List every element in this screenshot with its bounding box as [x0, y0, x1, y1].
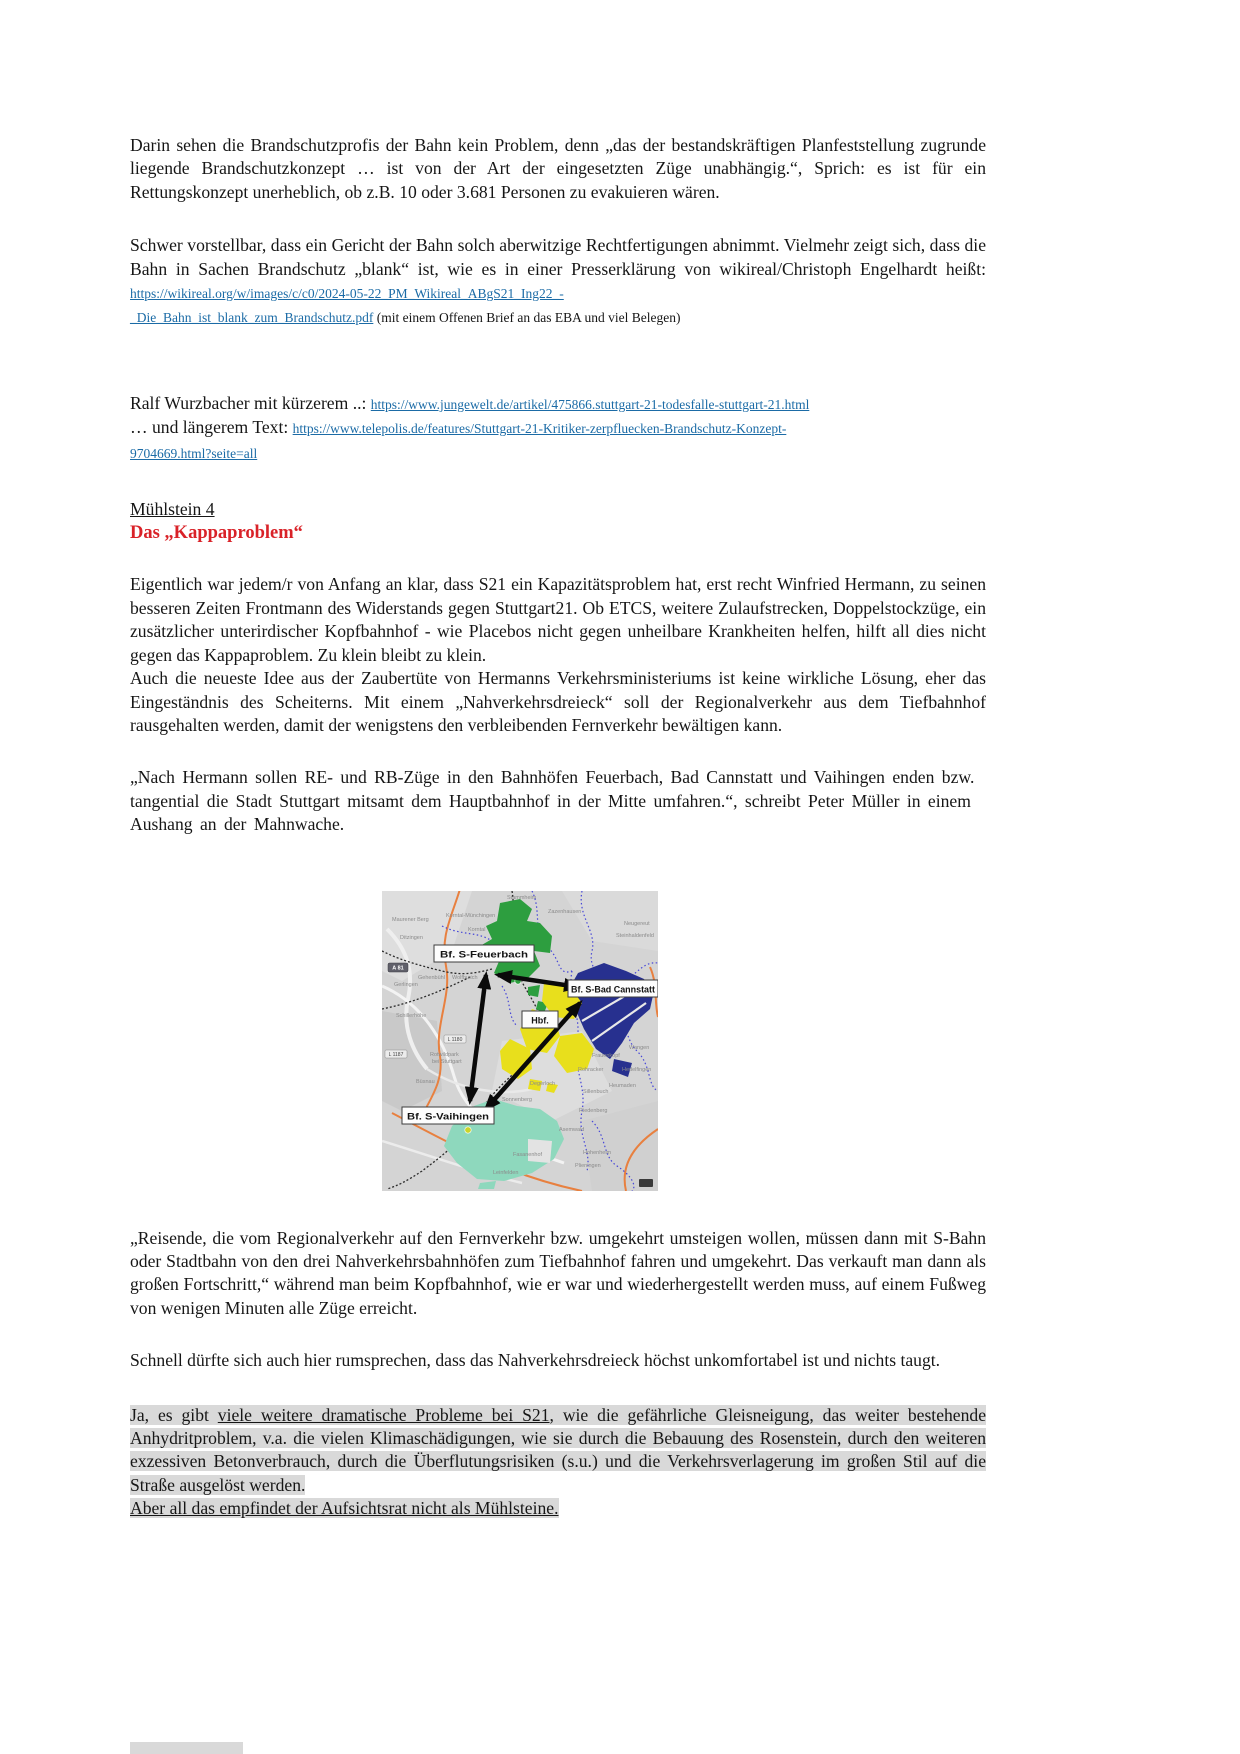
svg-text:Bf. S-Feuerbach: Bf. S-Feuerbach: [440, 949, 528, 960]
road-badge-a81: [388, 963, 408, 972]
map-place-label: Schillerhöhe: [396, 1012, 427, 1019]
document-content: [130, 0, 986, 1521]
paragraph-rumsprechen: Schnell dürfte sich auch hier rumsprechen, dass das Nahverkehrsdreieck höchst unkomfortabel ist und nichts taugt.: [130, 1350, 941, 1371]
map-place-label: Gehenbühl: [418, 974, 445, 981]
cutoff-highlight-bar: [130, 1742, 243, 1754]
station-label-hbf: [522, 1011, 558, 1028]
map-place-label: Sonnenberg: [502, 1096, 532, 1103]
map-place-label: Wolfbusch: [452, 974, 478, 981]
map-place-label: Fasanenhof: [513, 1151, 543, 1158]
paragraph-gericht: [130, 234, 986, 330]
svg-text:Bf. S-Vaihingen: Bf. S-Vaihingen: [407, 1111, 489, 1122]
svg-text:Bf. S-Bad Cannstatt: Bf. S-Bad Cannstatt: [571, 984, 655, 995]
road-badge-l1180: [444, 1035, 466, 1043]
underlined-text-aufsichtsrat: Aber all das empfindet der Aufsichtsrat nicht als Mühlsteine.: [130, 1498, 559, 1519]
station-label-feuerbach: [434, 945, 534, 962]
link-line: _Die_Bahn_ist_blank_zum_Brandschutz.pdf: [130, 310, 374, 326]
jungewelt-link[interactable]: https://www.jungewelt.de/artikel/475866.stuttgart-21-todesfalle-stuttgart-21.html: [370, 396, 810, 412]
link-line: https://wikireal.org/w/images/c/c0/2024-05-22_PM_Wikireal_ABgS21_Ing22_-: [130, 286, 564, 302]
link-line: 9704669.html?seite=all: [130, 445, 258, 461]
paragraph-text: Auch die neueste Idee aus der Zaubertüte von Hermanns Verkehrsministeriums ist keine wirkliche Lösung, eher das Eingeständnis des Scheiterns. Mit einem „Nahverkehrsdreieck“ soll der Regionalverkehr aus dem Tiefbahnhof rausgehalten werden, damit der wenigstens den verbleibenden Fernverkehr bewältigen kann.: [130, 668, 986, 735]
map-place-label: Hohenheim: [583, 1149, 612, 1156]
map-place-label: Büsnau: [416, 1078, 435, 1085]
heading-muehlstein-4: Mühlstein 4: [130, 499, 215, 520]
map-place-label: Neugereut: [624, 920, 650, 927]
station-label-vaihingen: [402, 1107, 494, 1124]
section-heading: [130, 498, 986, 545]
heading-kappaproblem: Das „Kappaproblem“: [130, 523, 303, 544]
nahverkehrsdreieck-map-image: [382, 891, 658, 1191]
map-place-label: Asemwald: [559, 1126, 585, 1133]
paragraph-nach-hermann: „Nach Hermann sollen RE- und RB-Züge in den Bahnhöfen Feuerbach, Bad Cannstatt und Vaihingen enden bzw. tangential die Stadt Stuttgart mitsamt dem Hauptbahnhof in der Mitte umfahren.“, schreibt Peter Müller in einem Aushang an der Mahnwache.: [130, 767, 975, 835]
map-place-label: Riedenberg: [579, 1107, 608, 1114]
map-place-label: Frauenkopf: [592, 1052, 620, 1059]
station-label-bad-cannstatt: [568, 980, 658, 997]
map-place-label: Rotwildpark: [430, 1051, 459, 1058]
map-place-label: Gerlingen: [394, 981, 418, 988]
link-line: https://www.telepolis.de/features/Stuttgart-21-Kritiker-zerpfluecken-Brandschutz-Konzept-: [292, 421, 787, 437]
map-place-label: Wangen: [629, 1044, 650, 1051]
road-badge-small: [639, 1179, 653, 1187]
map-place-label: Heumaden: [609, 1082, 636, 1089]
underlined-text-probleme: viele weitere dramatische Probleme bei S21: [217, 1404, 550, 1425]
map-place-label: Plieningen: [575, 1162, 601, 1169]
s-bahn-dot-vaihingen: [465, 1126, 471, 1132]
road-badge-l1187: [385, 1050, 407, 1058]
paragraph-text: Eigentlich war jedem/r von Anfang an klar, dass S21 ein Kapazitätsproblem hat, erst recht Winfried Hermann, zu seinen besseren Zeiten Frontmann des Widerstands gegen Stuttgart21. Ob ETCS, weitere Zulaufstrecken, Doppelstockzüge, ein zusätzlicher unterirdischer Kopfbahnhof - wie Placebos nicht gegen unheilbare Krankheiten helfen, hilft all dies nicht gegen das Kappaproblem. Zu klein bleibt zu klein.: [130, 574, 986, 665]
map-place-label: Hedelfingen: [622, 1066, 652, 1073]
map-place-label: Ditzingen: [400, 934, 423, 941]
paragraph-text: , wie die gefährliche Gleisneigung, das weiter bestehende Anhydritproblem, v.a. die vielen Klimaschädigungen, wie sie durch die Bebauung des Rosenstein, durch den weiteren exzessiven Betonverbrauch, durch die Überflutungsrisiken (s.u.) und die Verkehrsverlagerung im großen Stil auf die Straße ausgelöst werden.: [130, 1404, 987, 1495]
map-place-label: Maurener Berg: [392, 916, 429, 923]
paragraph-highlighted-probleme: [130, 1404, 986, 1521]
map-place-label: Korntal: [468, 926, 486, 933]
map-place-label: Degerloch: [530, 1080, 556, 1087]
map-place-label: Zazenhausen: [548, 908, 582, 915]
paragraph-kapazitaet: [130, 573, 986, 737]
link-note: (mit einem Offenen Brief an das EBA und viel Belegen): [373, 310, 681, 326]
map-place-label: Steinhaldenfeld: [616, 932, 654, 939]
paragraph-brandschutz: Darin sehen die Brandschutzprofis der Bahn kein Problem, denn „das der bestandskräftigen Planfeststellung zugrunde liegende Brandschutzkonzept … ist von der Art der eingesetzten Züge unabhängig.“, Sprich: es ist für ein Rettungskonzept unerheblich, ob z.B. 10 oder 3.681 Personen zu evakuieren wären.: [130, 135, 986, 202]
map-place-label: Korntal-Münchingen: [446, 912, 496, 919]
paragraph-reisende: „Reisende, die vom Regionalverkehr auf den Fernverkehr bzw. umgekehrt umsteigen wollen, müssen dann mit S-Bahn oder Stadtbahn von den drei Nahverkehrsbahnhöfen zum Tiefbahnhof fahren und umgekehrt. Das verkauft man dann als großen Fortschritt,“ während man beim Kopfbahnhof, wie er war und wiederhergestellt werden muss, auf einem Fußweg von wenigen Minuten alle Züge erreicht.: [130, 1227, 986, 1318]
paragraph-text: Ralf Wurzbacher mit kürzerem ..:: [130, 392, 371, 413]
svg-text:A 81: A 81: [392, 965, 404, 972]
map-place-label: bei Stuttgart: [432, 1058, 462, 1065]
map-place-label: Rohracker: [578, 1066, 604, 1073]
svg-text:L 1187: L 1187: [388, 1051, 404, 1058]
map-place-label: Leinfelden: [493, 1169, 519, 1176]
map-place-label: Sillenbuch: [583, 1088, 609, 1095]
map-place-label: Stammheim: [507, 894, 537, 901]
paragraph-text: … und längerem Text:: [130, 417, 293, 438]
svg-text:L 1180: L 1180: [447, 1036, 463, 1043]
paragraph-wurzbacher: [130, 392, 986, 465]
paragraph-text: Ja, es gibt: [130, 1404, 218, 1425]
paragraph-text: Schwer vorstellbar, dass ein Gericht der Bahn solch aberwitzige Rechtfertigungen abnimmt. Vielmehr zeigt sich, dass die Bahn in Sachen Brandschutz „blank“ ist, wie es in einer Presserklärung von wikireal/Christoph Engelhardt heißt:: [130, 235, 986, 279]
svg-text:Hbf.: Hbf.: [531, 1015, 549, 1026]
